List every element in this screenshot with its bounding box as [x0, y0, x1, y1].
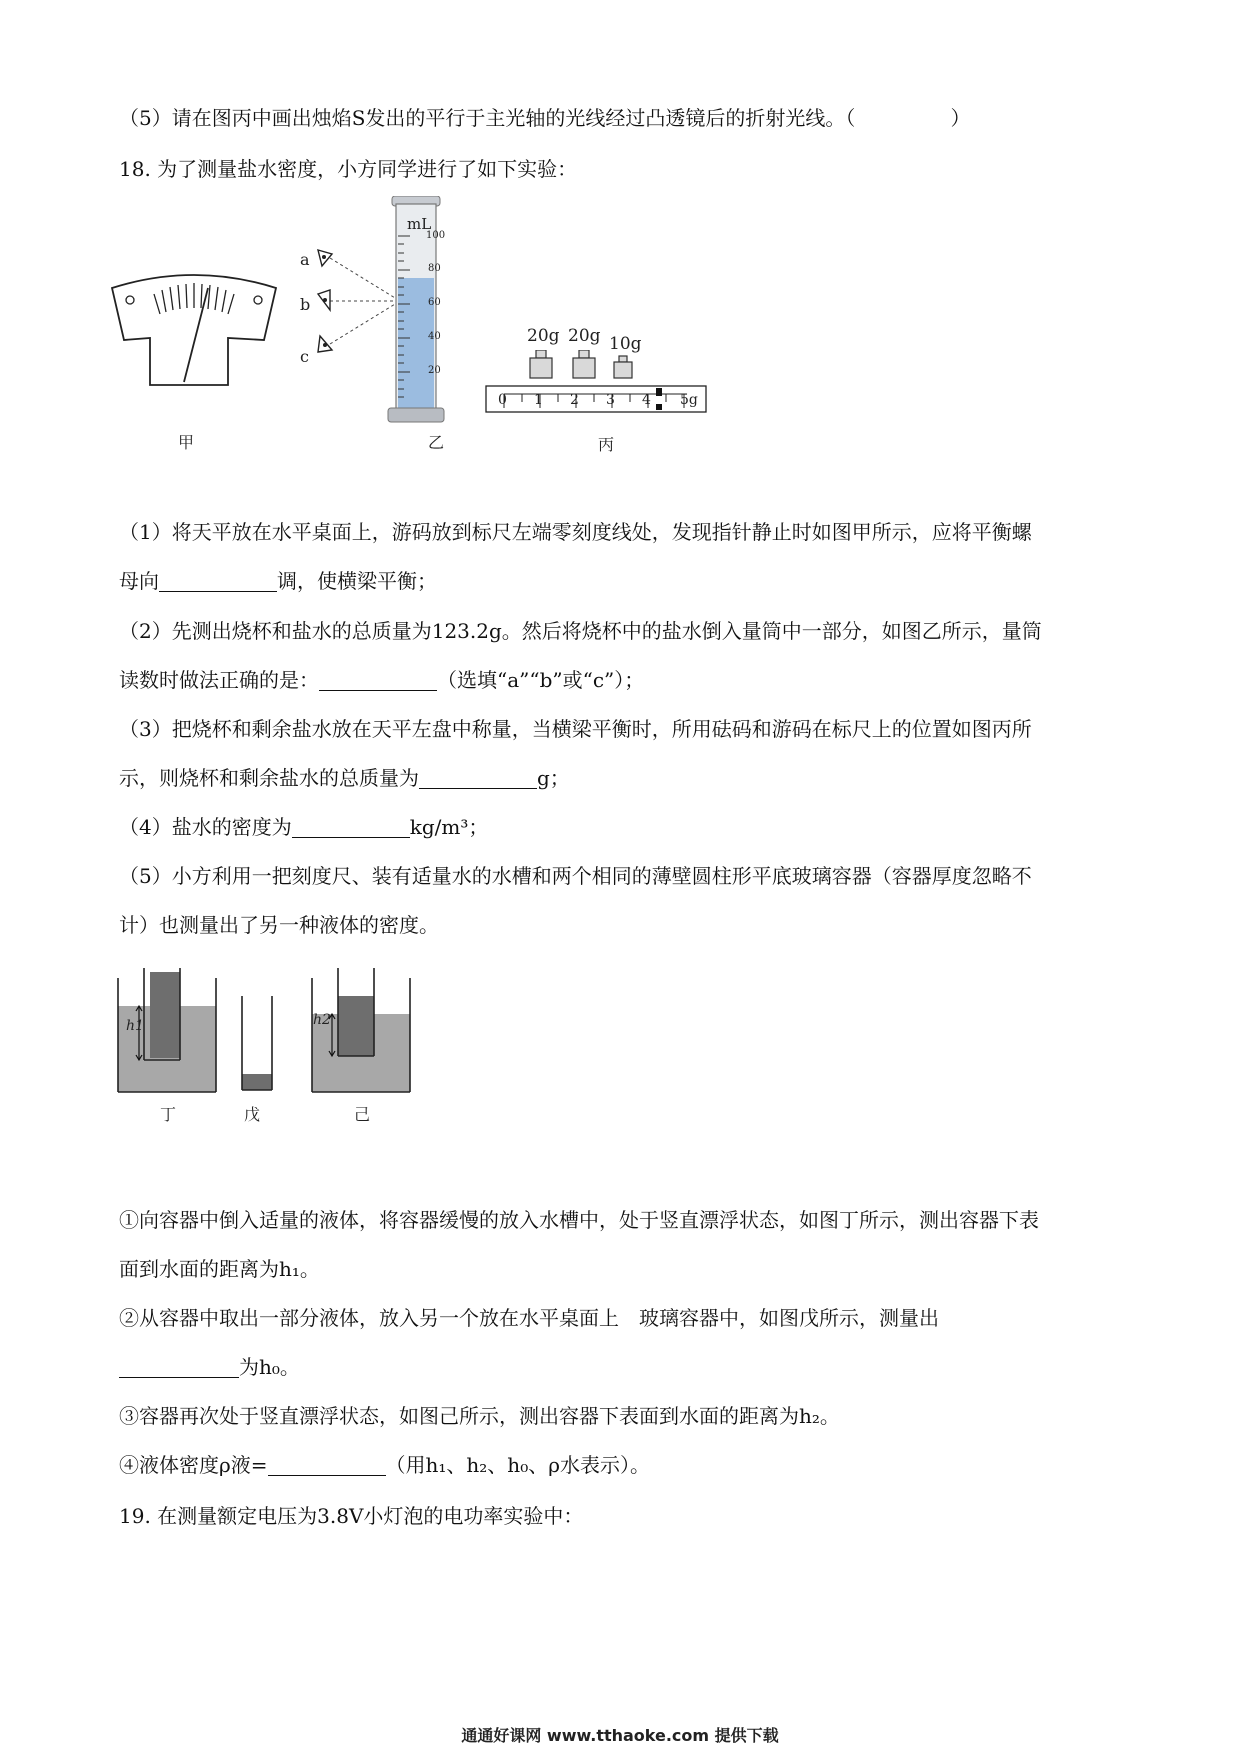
weight-label-2: 20g	[568, 326, 601, 346]
q18-part3-suffix: g；	[537, 766, 570, 790]
figure-jia-balance-dial	[108, 270, 280, 392]
caption-wu: 戊	[244, 1105, 261, 1124]
answer-blank-1[interactable]	[159, 571, 277, 592]
q18-part1-suffix: 调，使横梁平衡；	[277, 569, 437, 593]
q18-part3-line1: （3）把烧杯和剩余盐水放在天平左盘中称量，当横梁平衡时，所用砝码和游码在标尺上的位置如图丙所	[119, 717, 1032, 741]
q18-part4-prefix: （4）盐水的密度为	[119, 815, 292, 839]
step2-line2	[119, 1353, 300, 1381]
answer-blank-2[interactable]	[319, 670, 437, 691]
q18-part4-suffix: kg/m³；	[409, 815, 489, 839]
scale-tick-5g: 5g	[680, 392, 698, 408]
q18-part5-line1: （5）小方利用一把刻度尺、装有适量水的水槽和两个相同的薄壁圆柱形平底玻璃容器（容器厚度忽略不	[119, 864, 1032, 888]
scale-tick-0: 0	[498, 392, 507, 408]
q18-title: 18. 为了测量盐水密度，小方同学进行了如下实验：	[119, 157, 578, 181]
scale-tick-3: 3	[606, 392, 615, 408]
cylinder-tick-80: 80	[428, 263, 441, 274]
figure-ji-floating-container	[306, 968, 416, 1098]
eye-label-c: c	[300, 347, 309, 366]
eye-label-b: b	[300, 295, 311, 314]
q18-part3-prefix: 示，则烧杯和剩余盐水的总质量为	[119, 766, 419, 790]
q18-part1-prefix: 母向	[119, 569, 159, 593]
q18-part5-line2: 计）也测量出了另一种液体的密度。	[119, 913, 439, 937]
q18-part1-line1: （1）将天平放在水平桌面上，游码放到标尺左端零刻度线处，发现指针静止时如图甲所示，应将平衡螺	[119, 520, 1032, 544]
q18-part2-line2	[119, 666, 644, 694]
step4	[119, 1451, 650, 1479]
step4-suffix: （用h₁、h₂、h₀、ρ水表示）。	[385, 1453, 650, 1477]
caption-jia: 甲	[178, 433, 195, 452]
figure-wu-container-on-table	[238, 996, 278, 1096]
q18-part2-prefix: 读数时做法正确的是：	[119, 668, 319, 692]
eye-label-a: a	[300, 250, 310, 269]
caption-bing: 丙	[598, 435, 615, 454]
answer-blank-6[interactable]	[268, 1455, 386, 1476]
q18-part1-line2	[119, 567, 437, 595]
caption-yi: 乙	[428, 433, 445, 452]
scale-tick-4: 4	[642, 392, 651, 408]
cylinder-tick-60: 60	[428, 297, 441, 308]
answer-blank-4[interactable]	[292, 817, 410, 838]
q17-part5-close: ）	[950, 106, 971, 130]
step2-suffix: 为h₀。	[239, 1355, 300, 1379]
cylinder-tick-20: 20	[428, 365, 441, 376]
q19-title: 19. 在测量额定电压为3.8V小灯泡的电功率实验中：	[119, 1504, 584, 1528]
q17-part5	[119, 104, 970, 132]
page-footer: 通通好课网 www.tthaoke.com 提供下载	[461, 1726, 779, 1745]
caption-ding: 丁	[160, 1105, 177, 1124]
q18-part4	[119, 813, 488, 841]
q17-part5-text: （5）请在图丙中画出烛焰S发出的平行于主光轴的光线经过凸透镜后的折射光线。（	[119, 106, 856, 130]
weight-label-1: 20g	[527, 326, 560, 346]
cylinder-unit: mL	[407, 215, 432, 233]
step2-line1: ②从容器中取出一部分液体，放入另一个放在水平桌面上 玻璃容器中，如图戊所示，测量出	[119, 1306, 939, 1330]
step4-prefix: ④液体密度ρ液=	[119, 1453, 268, 1477]
scale-tick-2: 2	[570, 392, 579, 408]
q18-part2-suffix: （选填“a”“b”或“c”）；	[437, 668, 645, 692]
h2-label: h2	[313, 1012, 331, 1028]
step1-line1: ①向容器中倒入适量的液体，将容器缓慢的放入水槽中，处于竖直漂浮状态，如图丁所示，测出容器下表	[119, 1208, 1039, 1232]
h1-label: h1	[126, 1018, 144, 1034]
step3: ③容器再次处于竖直漂浮状态，如图己所示，测出容器下表面到水面的距离为h₂。	[119, 1404, 840, 1428]
answer-blank-3[interactable]	[419, 768, 537, 789]
caption-ji: 己	[354, 1105, 371, 1124]
weight-label-3: 10g	[609, 334, 642, 354]
q18-part3-line2	[119, 764, 570, 792]
figure-bing-weights-scale	[484, 350, 710, 422]
cylinder-tick-100: 100	[426, 230, 446, 241]
scale-tick-1: 1	[534, 392, 543, 408]
answer-blank-5[interactable]	[119, 1357, 239, 1378]
q18-part2-line1: （2）先测出烧杯和盐水的总质量为123.2g。然后将烧杯中的盐水倒入量筒中一部分，如图乙所示，量筒	[119, 619, 1042, 643]
step1-line2: 面到水面的距离为h₁。	[119, 1257, 320, 1281]
cylinder-tick-40: 40	[428, 331, 441, 342]
